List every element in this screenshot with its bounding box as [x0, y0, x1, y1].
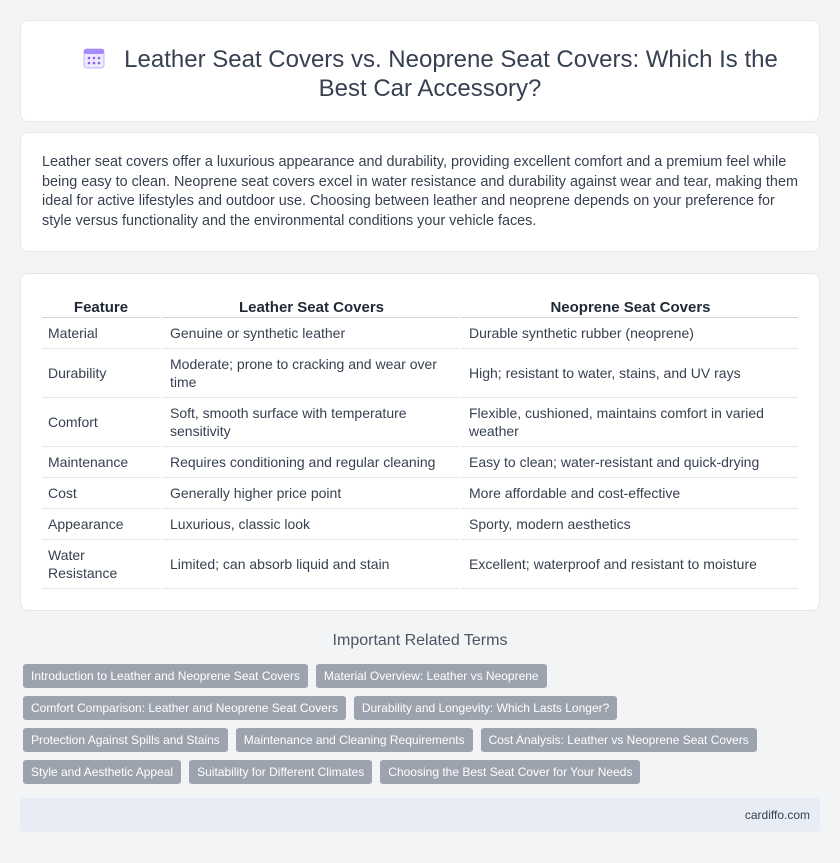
related-term-tag[interactable]: Material Overview: Leather vs Neoprene — [316, 664, 547, 688]
related-term-tag[interactable]: Comfort Comparison: Leather and Neoprene Seat Covers — [23, 696, 346, 720]
table-header-row — [42, 296, 798, 318]
feature-cell: Water Resistance — [42, 540, 160, 589]
neoprene-cell: Excellent; waterproof and resistant to moisture — [459, 540, 798, 589]
related-term-tag[interactable]: Protection Against Spills and Stains — [23, 728, 228, 752]
leather-cell: Luxurious, classic look — [160, 509, 459, 540]
header-feature: Feature — [42, 296, 160, 318]
table-row — [42, 398, 798, 447]
comparison-table-card — [20, 273, 820, 611]
page-title: Leather Seat Covers vs. Neoprene Seat Covers: Which Is the Best Car Accessory? — [124, 46, 778, 102]
footer — [20, 798, 820, 832]
leather-cell: Requires conditioning and regular cleaning — [160, 447, 459, 478]
calendar-icon — [82, 46, 106, 70]
related-terms-heading: Important Related Terms — [332, 632, 508, 649]
leather-cell: Moderate; prone to cracking and wear over time — [160, 349, 459, 398]
page-title-wrap — [61, 45, 799, 103]
leather-cell: Generally higher price point — [160, 478, 459, 509]
table-row — [42, 478, 798, 509]
related-term-tag[interactable]: Style and Aesthetic Appeal — [23, 760, 181, 784]
related-term-tag[interactable]: Introduction to Leather and Neoprene Seat Covers — [23, 664, 308, 688]
table-row — [42, 509, 798, 540]
intro-card — [20, 132, 820, 252]
leather-cell: Genuine or synthetic leather — [160, 318, 459, 349]
neoprene-cell: Easy to clean; water-resistant and quick-drying — [459, 447, 798, 478]
footer-site-link[interactable]: cardiffo.com — [744, 808, 810, 822]
table-row — [42, 540, 798, 589]
feature-cell: Durability — [42, 349, 160, 398]
intro-paragraph: Leather seat covers offer a luxurious appearance and durability, providing excellent comfort and a premium feel while being easy to clean. Neoprene seat covers excel in water resistance and durability against wear and tear, making them ideal for active lifestyles and outdoor use. Choosing between leather and neoprene depends on your preference for style versus functionality and the environmental conditions your vehicle faces. — [42, 154, 798, 229]
feature-cell: Material — [42, 318, 160, 349]
neoprene-cell: High; resistant to water, stains, and UV rays — [459, 349, 798, 398]
leather-cell: Soft, smooth surface with temperature sensitivity — [160, 398, 459, 447]
table-row — [42, 318, 798, 349]
neoprene-cell: Durable synthetic rubber (neoprene) — [459, 318, 798, 349]
related-term-tag[interactable]: Choosing the Best Seat Cover for Your Needs — [380, 760, 640, 784]
neoprene-cell: Sporty, modern aesthetics — [459, 509, 798, 540]
table-row — [42, 349, 798, 398]
feature-cell: Appearance — [42, 509, 160, 540]
leather-cell: Limited; can absorb liquid and stain — [160, 540, 459, 589]
related-term-tag[interactable]: Cost Analysis: Leather vs Neoprene Seat Covers — [481, 728, 757, 752]
header-leather: Leather Seat Covers — [160, 296, 459, 318]
title-card — [20, 20, 820, 122]
neoprene-cell: More affordable and cost-effective — [459, 478, 798, 509]
neoprene-cell: Flexible, cushioned, maintains comfort in varied weather — [459, 398, 798, 447]
related-term-tag[interactable]: Suitability for Different Climates — [189, 760, 372, 784]
related-term-tag[interactable]: Durability and Longevity: Which Lasts Longer? — [354, 696, 617, 720]
feature-cell: Maintenance — [42, 447, 160, 478]
feature-cell: Comfort — [42, 398, 160, 447]
header-neoprene: Neoprene Seat Covers — [459, 296, 798, 318]
comparison-table — [42, 296, 798, 589]
feature-cell: Cost — [42, 478, 160, 509]
related-terms-tags — [23, 664, 813, 792]
related-term-tag[interactable]: Maintenance and Cleaning Requirements — [236, 728, 473, 752]
table-row — [42, 447, 798, 478]
